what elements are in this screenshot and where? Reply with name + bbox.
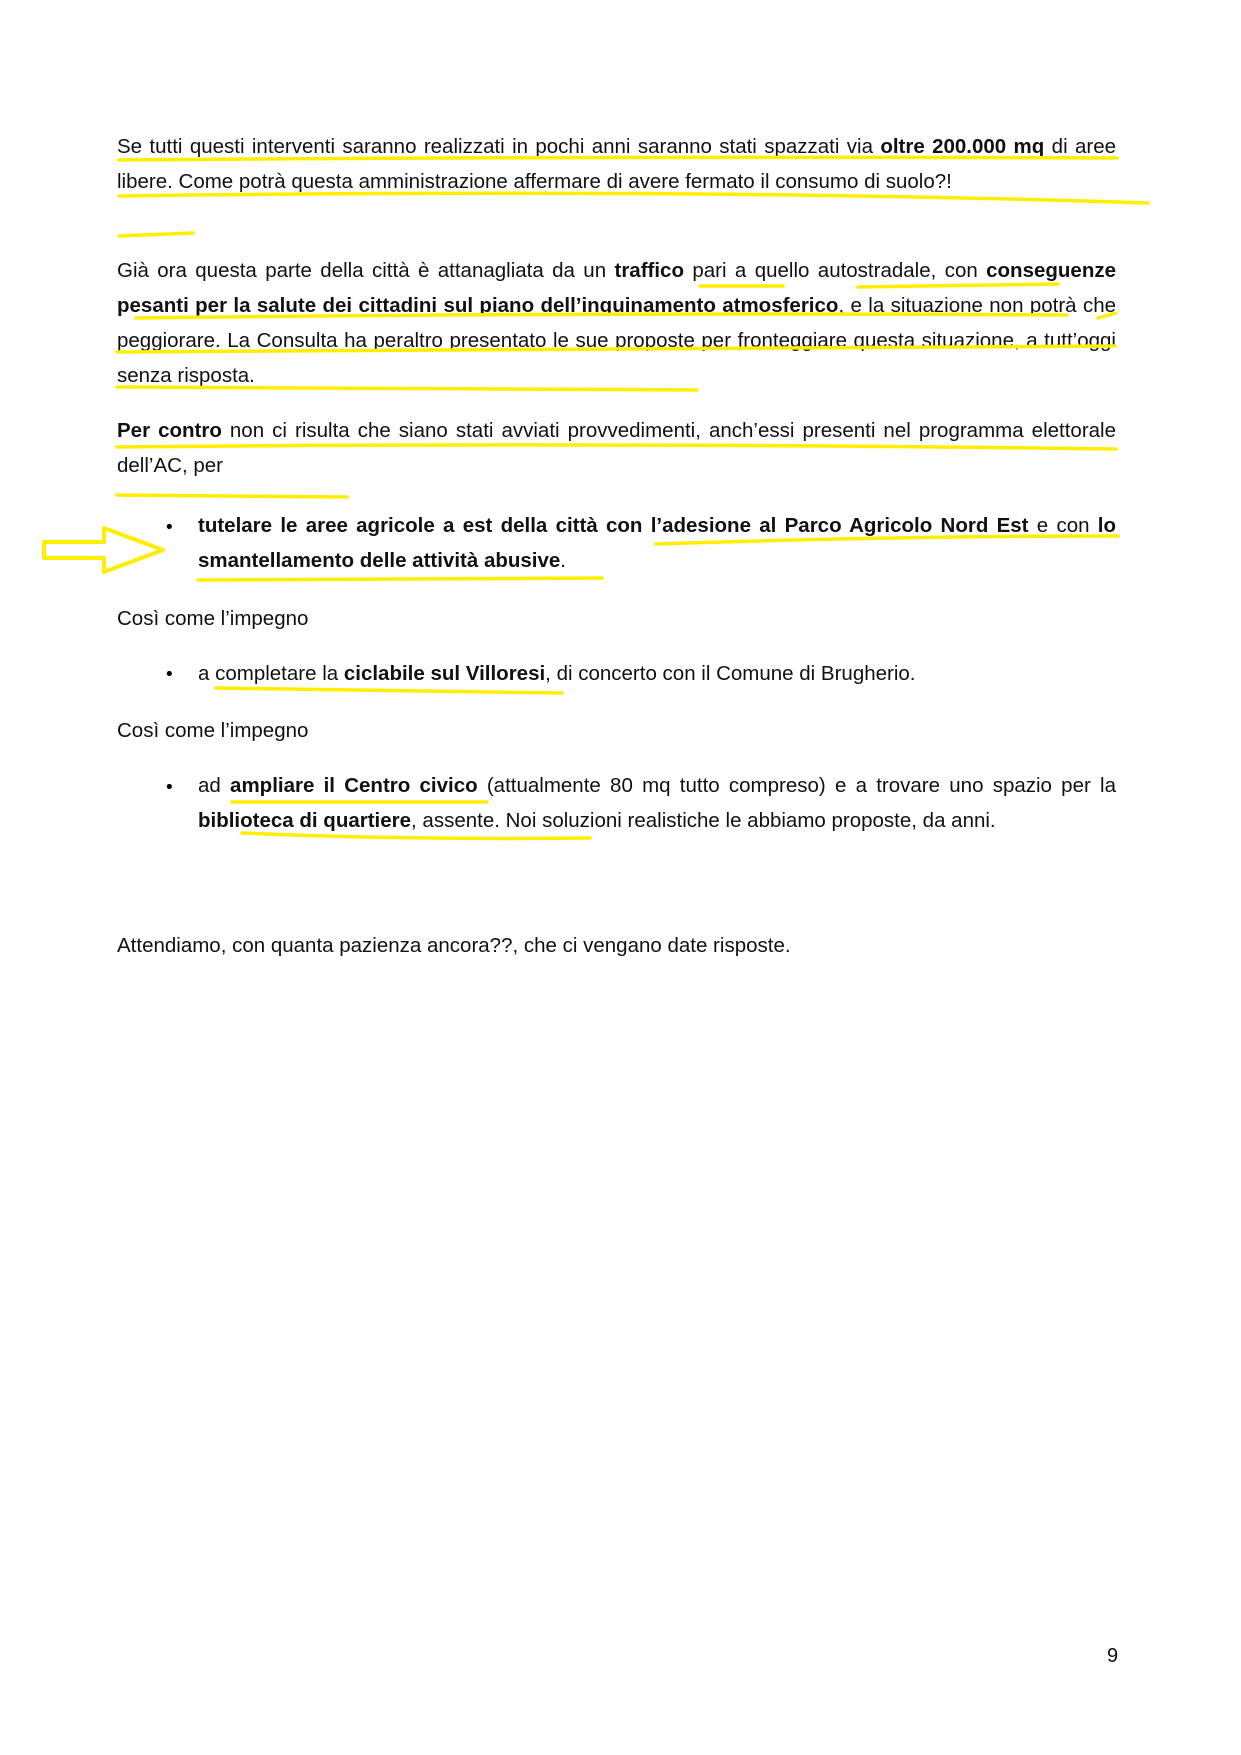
item1-bold-c: lo smantellamento delle attività abusive — [198, 514, 1116, 572]
item1-text-d: . — [560, 549, 566, 572]
list-item-aree-agricole — [198, 508, 1116, 578]
arrow-icon — [44, 528, 163, 572]
p3-bold-per-contro: Per contro — [117, 419, 222, 442]
paragraph-per-contro — [117, 413, 1116, 483]
item2-text-a: a completare la — [198, 662, 344, 685]
cosi-come-impegno-2: Così come l’impegno — [117, 719, 309, 742]
p2-text-a: Già ora questa parte della città è attanagliata da un — [117, 259, 615, 282]
paragraph-consumo-suolo — [117, 129, 1116, 199]
cosi-come-impegno-1: Così come l’impegno — [117, 607, 309, 630]
bullet-marker: • — [164, 777, 175, 798]
p1-text-c: di aree libere. Come potrà questa amministrazione affermare di avere fermato il consumo di suolo?! — [117, 135, 1116, 193]
underline-elettorale — [117, 495, 347, 497]
paragraph-traffico — [117, 253, 1116, 393]
item2-bold-ciclabile: ciclabile sul Villoresi — [343, 662, 546, 685]
item3-text-a: ad — [198, 774, 231, 797]
item3-text-c: (attualmente 80 mq tutto compreso) e a trovare uno spazio per la — [477, 774, 1116, 797]
list-item-centro-civico — [198, 768, 1116, 838]
p2-text-c: pari a quello autostradale, con — [683, 259, 987, 282]
bullet-marker: • — [164, 517, 175, 538]
item1-bold-a: tutelare le aree agricole a est della città con l’adesione al Parco Agricolo Nord Est — [198, 514, 1029, 537]
p2-bold-conseguenze: conseguenze pesanti per la salute dei cittadini sul piano dell’inquinamento atmosferico — [117, 259, 1116, 317]
p3-text-b: non ci risulta che siano stati avviati provvedimenti, anch’essi presenti nel programma elettorale dell’AC, per — [117, 419, 1117, 477]
item2-text-c: , di concerto con il Comune di Brugherio. — [545, 662, 916, 685]
p2-text-e: , e la situazione non potrà che peggiorare. La Consulta ha peraltro presentato le sue proposte per fronteggiare questa situazione, a tutt’oggi senza risposta. — [117, 294, 1116, 387]
item3-text-e: , assente. Noi soluzioni realistiche le abbiamo proposte, da anni. — [411, 809, 996, 832]
bullet-marker: • — [164, 664, 175, 685]
p1-text-a: Se tutti questi interventi saranno realizzati in pochi anni saranno stati spazzati via — [117, 135, 881, 158]
p2-bold-traffico: traffico — [614, 259, 684, 282]
closing-sentence: Attendiamo, con quanta pazienza ancora??, che ci vengano date risposte. — [117, 934, 791, 957]
list-item-ciclabile — [198, 656, 1116, 691]
item3-bold-biblioteca: biblioteca di quartiere — [198, 809, 412, 832]
item1-text-b: e con — [1028, 514, 1098, 537]
item3-bold-centro-civico: ampliare il Centro civico — [230, 774, 478, 797]
p1-bold-area: oltre 200.000 mq — [880, 135, 1045, 158]
underline-smantellamento — [198, 578, 602, 580]
underline-p1-line3 — [119, 233, 193, 236]
page-number: 9 — [1107, 1645, 1119, 1667]
